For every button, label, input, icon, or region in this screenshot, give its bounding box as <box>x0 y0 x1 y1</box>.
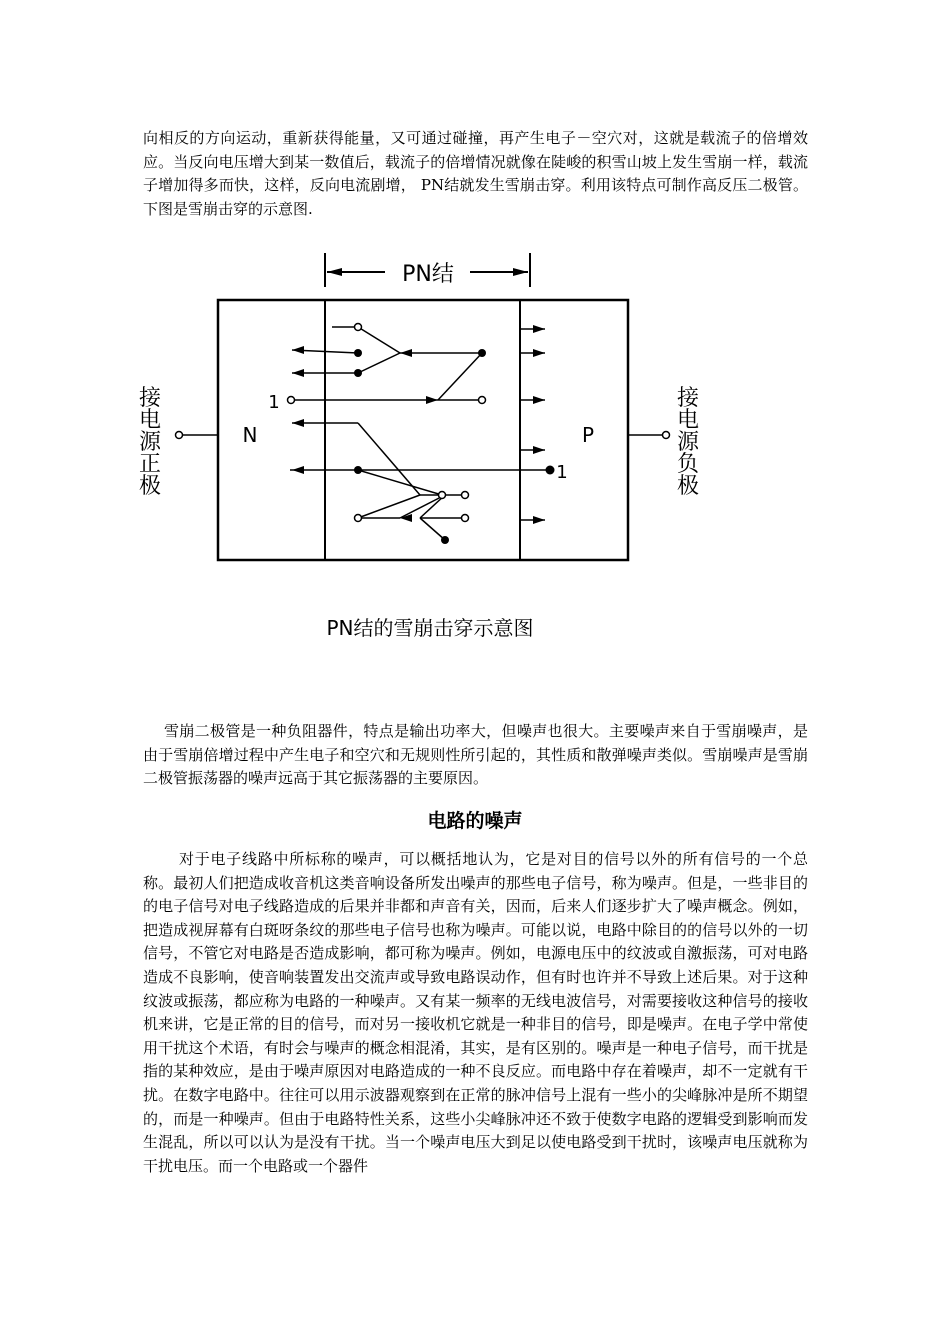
n-region-label: N <box>242 423 258 447</box>
section-heading: 电路的噪声 <box>427 810 523 832</box>
right-terminal-icon <box>663 432 670 439</box>
figure-caption: PN结的雪崩击穿示意图 <box>326 616 534 640</box>
paragraph-1: 向相反的方向运动，重新获得能量，又可通过碰撞，再产生电子－空穴对，这就是载流子的倍增效应。当反向电压增大到某一数值后，载流子的倍增情况就像在陡峻的积雪山坡上发生雪崩一样，载流子增加得多而快，这样，反向电流剧增， PN结就发生雪崩击穿。利用该特点可制作高反压二极管。下图是雪崩击穿的示意图. <box>143 129 808 218</box>
svg-text:正: 正 <box>138 452 162 477</box>
carrier-tracks <box>288 327 550 540</box>
svg-text:接: 接 <box>138 386 162 411</box>
svg-text:电: 电 <box>676 408 700 433</box>
svg-text:电: 电 <box>138 408 162 433</box>
svg-text:负: 负 <box>676 452 700 477</box>
paragraph-3: 对于电子线路中所标称的噪声，可以概括地认为，它是对目的信号以外的所有信号的一个总称。最初人们把造成收音机这类音响设备所发出噪声的那些电子信号，称为噪声。但是，一些非目的的电子信号对电子线路造成的后果并非都和声音有关，因而，后来人们逐步扩大了噪声概念。例如，把造成视屏幕有白斑呀条纹的那些电子信号也称为噪声。可能以说，电路中除目的的信号以外的一切信号，不管它对电路是否造成影响，都可称为噪声。例如，电源电压中的纹波或自激振荡，可对电路造成不良影响，使音响装置发出交流声或导致电路误动作，但有时也许并不导致上述后果。对于这种纹波或振荡，都应称为电路的一种噪声。又有某一频率的无线电波信号，对需要接收这种信号的接收机来讲，它是正常的目的信号，而对另一接收机它就是一种非目的信号，即是噪声。在电子学中常使用干扰这个术语，有时会与噪声的概念相混淆，其实，是有区别的。噪声是一种电子信号，而干扰是指的某种效应，是由于噪声原因对电路造成的一种不良反应。而电路中存在着噪声，却不一定就有干扰。在数字电路中。往往可以用示波器观察到在正常的脉冲信号上混有一些小的尖峰脉冲是所不期望的，而是一种噪声。但由于电路特性关系，这些小尖峰脉冲还不致于使数字电路的逻辑受到影响而发生混乱，所以可以认为是没有干扰。当一个噪声电压大到足以使电路受到干扰时，该噪声电压就称为干扰电压。而一个电路或一个器件 <box>143 850 808 1175</box>
svg-text:极: 极 <box>138 474 162 499</box>
left-terminal-label <box>139 386 162 499</box>
p-region-label: P <box>581 423 595 447</box>
carriers <box>288 324 555 545</box>
marker-1-right: 1 <box>556 462 568 483</box>
pn-junction-diagram <box>120 245 720 655</box>
right-terminal-label <box>677 386 700 499</box>
paragraph-2: 雪崩二极管是一种负阻器件，特点是输出功率大，但噪声也很大。主要噪声来自于雪崩噪声，是由于雪崩倍增过程中产生电子和空穴和无规则性所引起的，其性质和散弹噪声类似。雪崩噪声是雪崩二极管振荡器的噪声远高于其它振荡器的主要原因。 <box>143 722 808 788</box>
pn-top-label: PN结 <box>402 262 454 287</box>
svg-text:源: 源 <box>138 430 162 455</box>
marker-1-left: 1 <box>268 392 280 413</box>
svg-text:接: 接 <box>676 386 700 411</box>
pn-dimension <box>325 253 530 287</box>
svg-text:极: 极 <box>676 474 700 499</box>
avalanche-breakdown-figure <box>120 245 720 655</box>
svg-text:源: 源 <box>676 430 700 455</box>
left-terminal-icon <box>176 432 183 439</box>
